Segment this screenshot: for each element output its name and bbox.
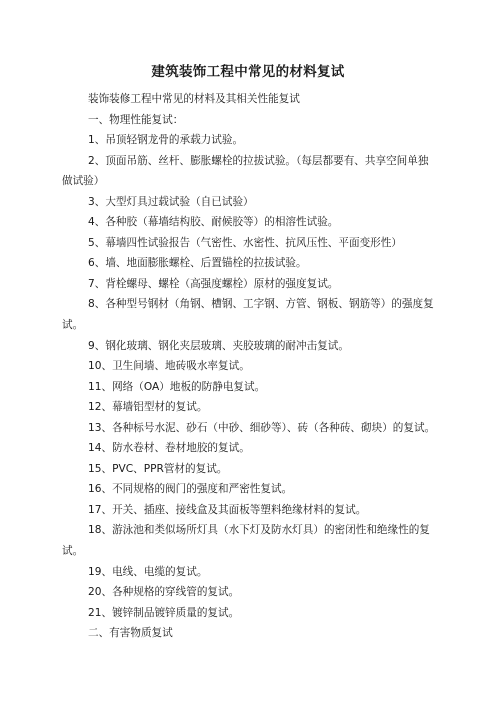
list-item: 3、大型灯具过载试验（自已试验） xyxy=(88,195,254,208)
section-heading: 一、物理性能复试： xyxy=(88,113,184,126)
list-item: 10、卫生间墙、地砖吸水率复试。 xyxy=(88,360,250,373)
document-title: 建筑装饰工程中常见的材料复试 xyxy=(151,64,345,80)
paragraph: 装饰装修工程中常见的材料及其相关性能复试 xyxy=(88,93,300,105)
list-item: 19、电线、电缆的复试。 xyxy=(88,565,208,578)
list-item: 12、幕墙铝型材的复试。 xyxy=(88,401,208,414)
list-item: 8、各种型号钢材（角钢、槽钢、工字钢、方管、钢板、钢筋等）的强度复试。 xyxy=(62,298,434,332)
list-item: 7、背栓螺母、螺栓（高强度螺栓）原材的强度复试。 xyxy=(88,277,339,290)
list-item: 18、游泳池和类似场所灯具（水下灯及防水灯具）的密闭性和绝缘性的复试。 xyxy=(62,524,430,558)
list-item: 4、各种胶（幕墙结构胶、耐候胶等）的相溶性试验。 xyxy=(88,216,339,229)
list-item: 5、幕墙四性试验报告（气密性、水密性、抗风压性、平面变形性） xyxy=(88,236,402,249)
list-item: 6、墙、地面膨胀螺栓、后置锚栓的拉拔试验。 xyxy=(88,257,307,270)
list-item: 16、不同规格的阀门的强度和严密性复试。 xyxy=(88,483,293,496)
section-heading: 二、有害物质复试 xyxy=(88,627,173,640)
list-item: 2、顶面吊筋、丝杆、膨胀螺栓的拉拔试验。（每层都要有、共享空间单独做试验） xyxy=(62,154,429,188)
list-item: 20、各种规格的穿线管的复试。 xyxy=(88,586,240,599)
list-item: 17、开关、插座、接线盒及其面板等塑料绝缘材料的复试。 xyxy=(88,503,367,516)
document-body xyxy=(62,89,438,644)
list-item: 11、网络（OA）地板的防静电复试。 xyxy=(88,380,266,393)
list-item: 1、吊顶轻钢龙骨的承载力试验。 xyxy=(88,134,244,147)
list-item: 14、防水卷材、卷材地胶的复试。 xyxy=(88,442,250,455)
list-item: 9、钢化玻璃、钢化夹层玻璃、夹胶玻璃的耐冲击复试。 xyxy=(88,339,349,352)
list-item: 15、PVC、PPR管材的复试。 xyxy=(88,462,228,475)
list-item: 13、各种标号水泥、砂石（中砂、细砂等）、砖（各种砖、砌块）的复试。 xyxy=(88,421,436,434)
list-item: 21、镀锌制品镀锌质量的复试。 xyxy=(88,606,240,619)
